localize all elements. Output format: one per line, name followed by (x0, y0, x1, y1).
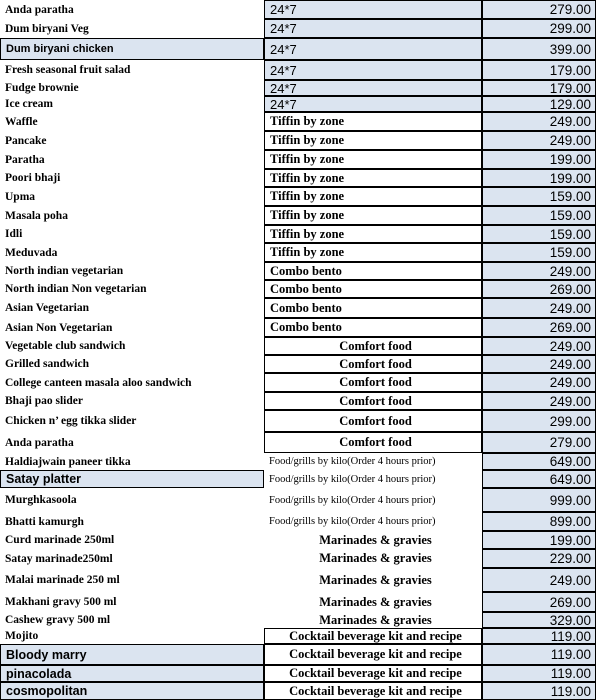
item-name: North indian vegetarian (5, 265, 124, 277)
item-category: Tiffin by zone (264, 131, 482, 150)
item-name: Vegetable club sandwich (5, 340, 126, 352)
menu-row (0, 612, 600, 628)
item-price: 229.00 (482, 549, 596, 568)
item-price: 299.00 (482, 410, 596, 432)
menu-row (0, 131, 600, 150)
item-name: Waffle (5, 115, 38, 128)
item-category: Food/grills by kilo(Order 4 hours prior) (269, 494, 436, 506)
item-name: Murghkasoola (5, 494, 77, 506)
menu-row (0, 280, 600, 298)
item-name: North indian Non vegetarian (5, 283, 147, 295)
item-category: Tiffin by zone (264, 150, 482, 169)
item-category: 24*7 (264, 80, 482, 96)
item-category: Marinades & gravies (319, 532, 432, 547)
item-price: 999.00 (482, 488, 596, 512)
menu-row (0, 373, 600, 392)
menu-row (0, 225, 600, 243)
item-name: Fresh seasonal fruit salad (5, 64, 131, 76)
item-category: 24*7 (264, 60, 482, 80)
menu-row (0, 682, 600, 700)
item-category: Food/grills by kilo(Order 4 hours prior) (269, 473, 436, 485)
item-name: Ice cream (5, 98, 53, 110)
menu-row (0, 392, 600, 410)
item-name: Masala poha (5, 209, 68, 222)
menu-row (0, 549, 600, 568)
item-price: 179.00 (482, 60, 596, 80)
item-category: Tiffin by zone (264, 169, 482, 187)
menu-row (0, 568, 600, 592)
item-category: Marinades & gravies (319, 551, 432, 565)
item-price: 279.00 (482, 0, 596, 19)
item-name: Satay platter (0, 470, 264, 488)
item-category: Food/grills by kilo(Order 4 hours prior) (269, 516, 436, 527)
item-category: 24*7 (264, 19, 482, 38)
item-category: Tiffin by zone (264, 112, 482, 131)
item-name: Fudge brownie (5, 82, 79, 94)
item-category: Cocktail beverage kit and recipe (264, 628, 482, 644)
item-price: 249.00 (482, 355, 596, 373)
item-category: Marinades & gravies (319, 594, 432, 609)
item-name: Poori bhaji (5, 172, 61, 184)
item-price: 249.00 (482, 373, 596, 392)
item-price: 119.00 (482, 682, 596, 700)
item-price: 129.00 (482, 96, 596, 112)
item-price: 269.00 (482, 592, 596, 612)
item-price: 179.00 (482, 80, 596, 96)
item-price: 119.00 (482, 644, 596, 665)
item-category: Comfort food (264, 432, 482, 453)
item-name: Satay marinade250ml (5, 552, 113, 565)
item-name: Meduvada (5, 246, 58, 259)
item-price: 249.00 (482, 131, 596, 150)
item-price: 199.00 (482, 169, 596, 187)
menu-row (0, 337, 600, 355)
menu-row (0, 206, 600, 225)
item-category: Marinades & gravies (319, 572, 432, 587)
item-category: Comfort food (264, 337, 482, 355)
menu-row (0, 60, 600, 80)
menu-row (0, 112, 600, 131)
item-price: 279.00 (482, 432, 596, 453)
item-name: Paratha (5, 153, 45, 166)
item-price: 159.00 (482, 243, 596, 262)
item-name: Grilled sandwich (5, 358, 90, 370)
item-name: Asian Non Vegetarian (5, 321, 113, 334)
item-category: Combo bento (264, 298, 482, 318)
menu-row (0, 298, 600, 318)
menu-row (0, 318, 600, 337)
item-price: 649.00 (482, 470, 596, 488)
menu-row (0, 355, 600, 373)
item-category: Comfort food (264, 410, 482, 432)
menu-row (0, 592, 600, 612)
item-name: Bloody marry (0, 644, 264, 665)
menu-row (0, 470, 600, 488)
menu-row (0, 187, 600, 206)
item-price: 249.00 (482, 112, 596, 131)
item-category: Comfort food (264, 355, 482, 373)
menu-row (0, 80, 600, 96)
item-price: 199.00 (482, 531, 596, 549)
item-category: Cocktail beverage kit and recipe (264, 644, 482, 665)
item-name: Anda paratha (5, 3, 74, 16)
item-price: 249.00 (482, 568, 596, 592)
item-name: Pancake (5, 134, 47, 147)
item-name: Asian Vegetarian (5, 302, 90, 314)
item-price: 269.00 (482, 318, 596, 337)
item-category: Comfort food (264, 392, 482, 410)
menu-row (0, 262, 600, 280)
item-category: Marinades & gravies (319, 612, 432, 627)
menu-row (0, 512, 600, 531)
item-price: 119.00 (482, 665, 596, 682)
item-name: pinacolada (0, 665, 264, 682)
item-price: 329.00 (482, 612, 596, 628)
menu-row (0, 432, 600, 453)
item-name: Mojito (5, 630, 39, 642)
item-price: 249.00 (482, 392, 596, 410)
item-name: Malai marinade 250 ml (5, 574, 120, 586)
menu-row (0, 0, 600, 19)
item-name: Dum biryani Veg (5, 22, 89, 35)
item-category: Tiffin by zone (264, 187, 482, 206)
menu-row (0, 453, 600, 470)
item-name: College canteen masala aloo sandwich (5, 376, 192, 389)
item-category: Combo bento (264, 262, 482, 280)
item-category: Tiffin by zone (264, 243, 482, 262)
item-category: Food/grills by kilo(Order 4 hours prior) (269, 456, 436, 467)
item-category: Cocktail beverage kit and recipe (264, 665, 482, 682)
item-name: Chicken n’ egg tikka slider (5, 415, 137, 427)
item-price: 159.00 (482, 187, 596, 206)
item-category: Tiffin by zone (264, 206, 482, 225)
item-price: 249.00 (482, 298, 596, 318)
item-name: Dum biryani chicken (0, 38, 264, 60)
item-price: 159.00 (482, 225, 596, 243)
item-category: 24*7 (264, 0, 482, 19)
menu-row (0, 644, 600, 665)
item-price: 119.00 (482, 628, 596, 644)
menu-row (0, 243, 600, 262)
item-name: Bhatti kamurgh (5, 515, 84, 528)
item-price: 269.00 (482, 280, 596, 298)
menu-row (0, 488, 600, 512)
item-name: Makhani gravy 500 ml (5, 596, 117, 608)
item-price: 649.00 (482, 453, 596, 470)
item-name: Curd marinade 250ml (5, 534, 115, 546)
menu-row (0, 96, 600, 112)
menu-row (0, 19, 600, 38)
item-name: Haldiajwain paneer tikka (5, 455, 131, 468)
menu-row (0, 665, 600, 682)
item-name: Bhaji pao slider (5, 395, 83, 407)
item-price: 249.00 (482, 262, 596, 280)
item-price: 199.00 (482, 150, 596, 169)
item-name: Upma (5, 190, 36, 203)
item-name: Anda paratha (5, 436, 74, 449)
item-category: Cocktail beverage kit and recipe (264, 682, 482, 700)
menu-row (0, 531, 600, 549)
item-name: Idli (5, 228, 23, 240)
item-name: Cashew gravy 500 ml (5, 614, 111, 626)
menu-row (0, 150, 600, 169)
menu-row (0, 410, 600, 432)
item-name: cosmopolitan (0, 682, 264, 700)
item-price: 399.00 (482, 38, 596, 60)
menu-row (0, 169, 600, 187)
item-price: 159.00 (482, 206, 596, 225)
item-category: Tiffin by zone (264, 225, 482, 243)
menu-row (0, 38, 600, 60)
item-category: Comfort food (264, 373, 482, 392)
menu-row (0, 628, 600, 644)
item-price: 299.00 (482, 19, 596, 38)
item-category: 24*7 (264, 38, 482, 60)
item-category: 24*7 (264, 96, 482, 112)
item-price: 899.00 (482, 512, 596, 531)
item-category: Combo bento (264, 318, 482, 337)
item-category: Combo bento (264, 280, 482, 298)
item-price: 249.00 (482, 337, 596, 355)
